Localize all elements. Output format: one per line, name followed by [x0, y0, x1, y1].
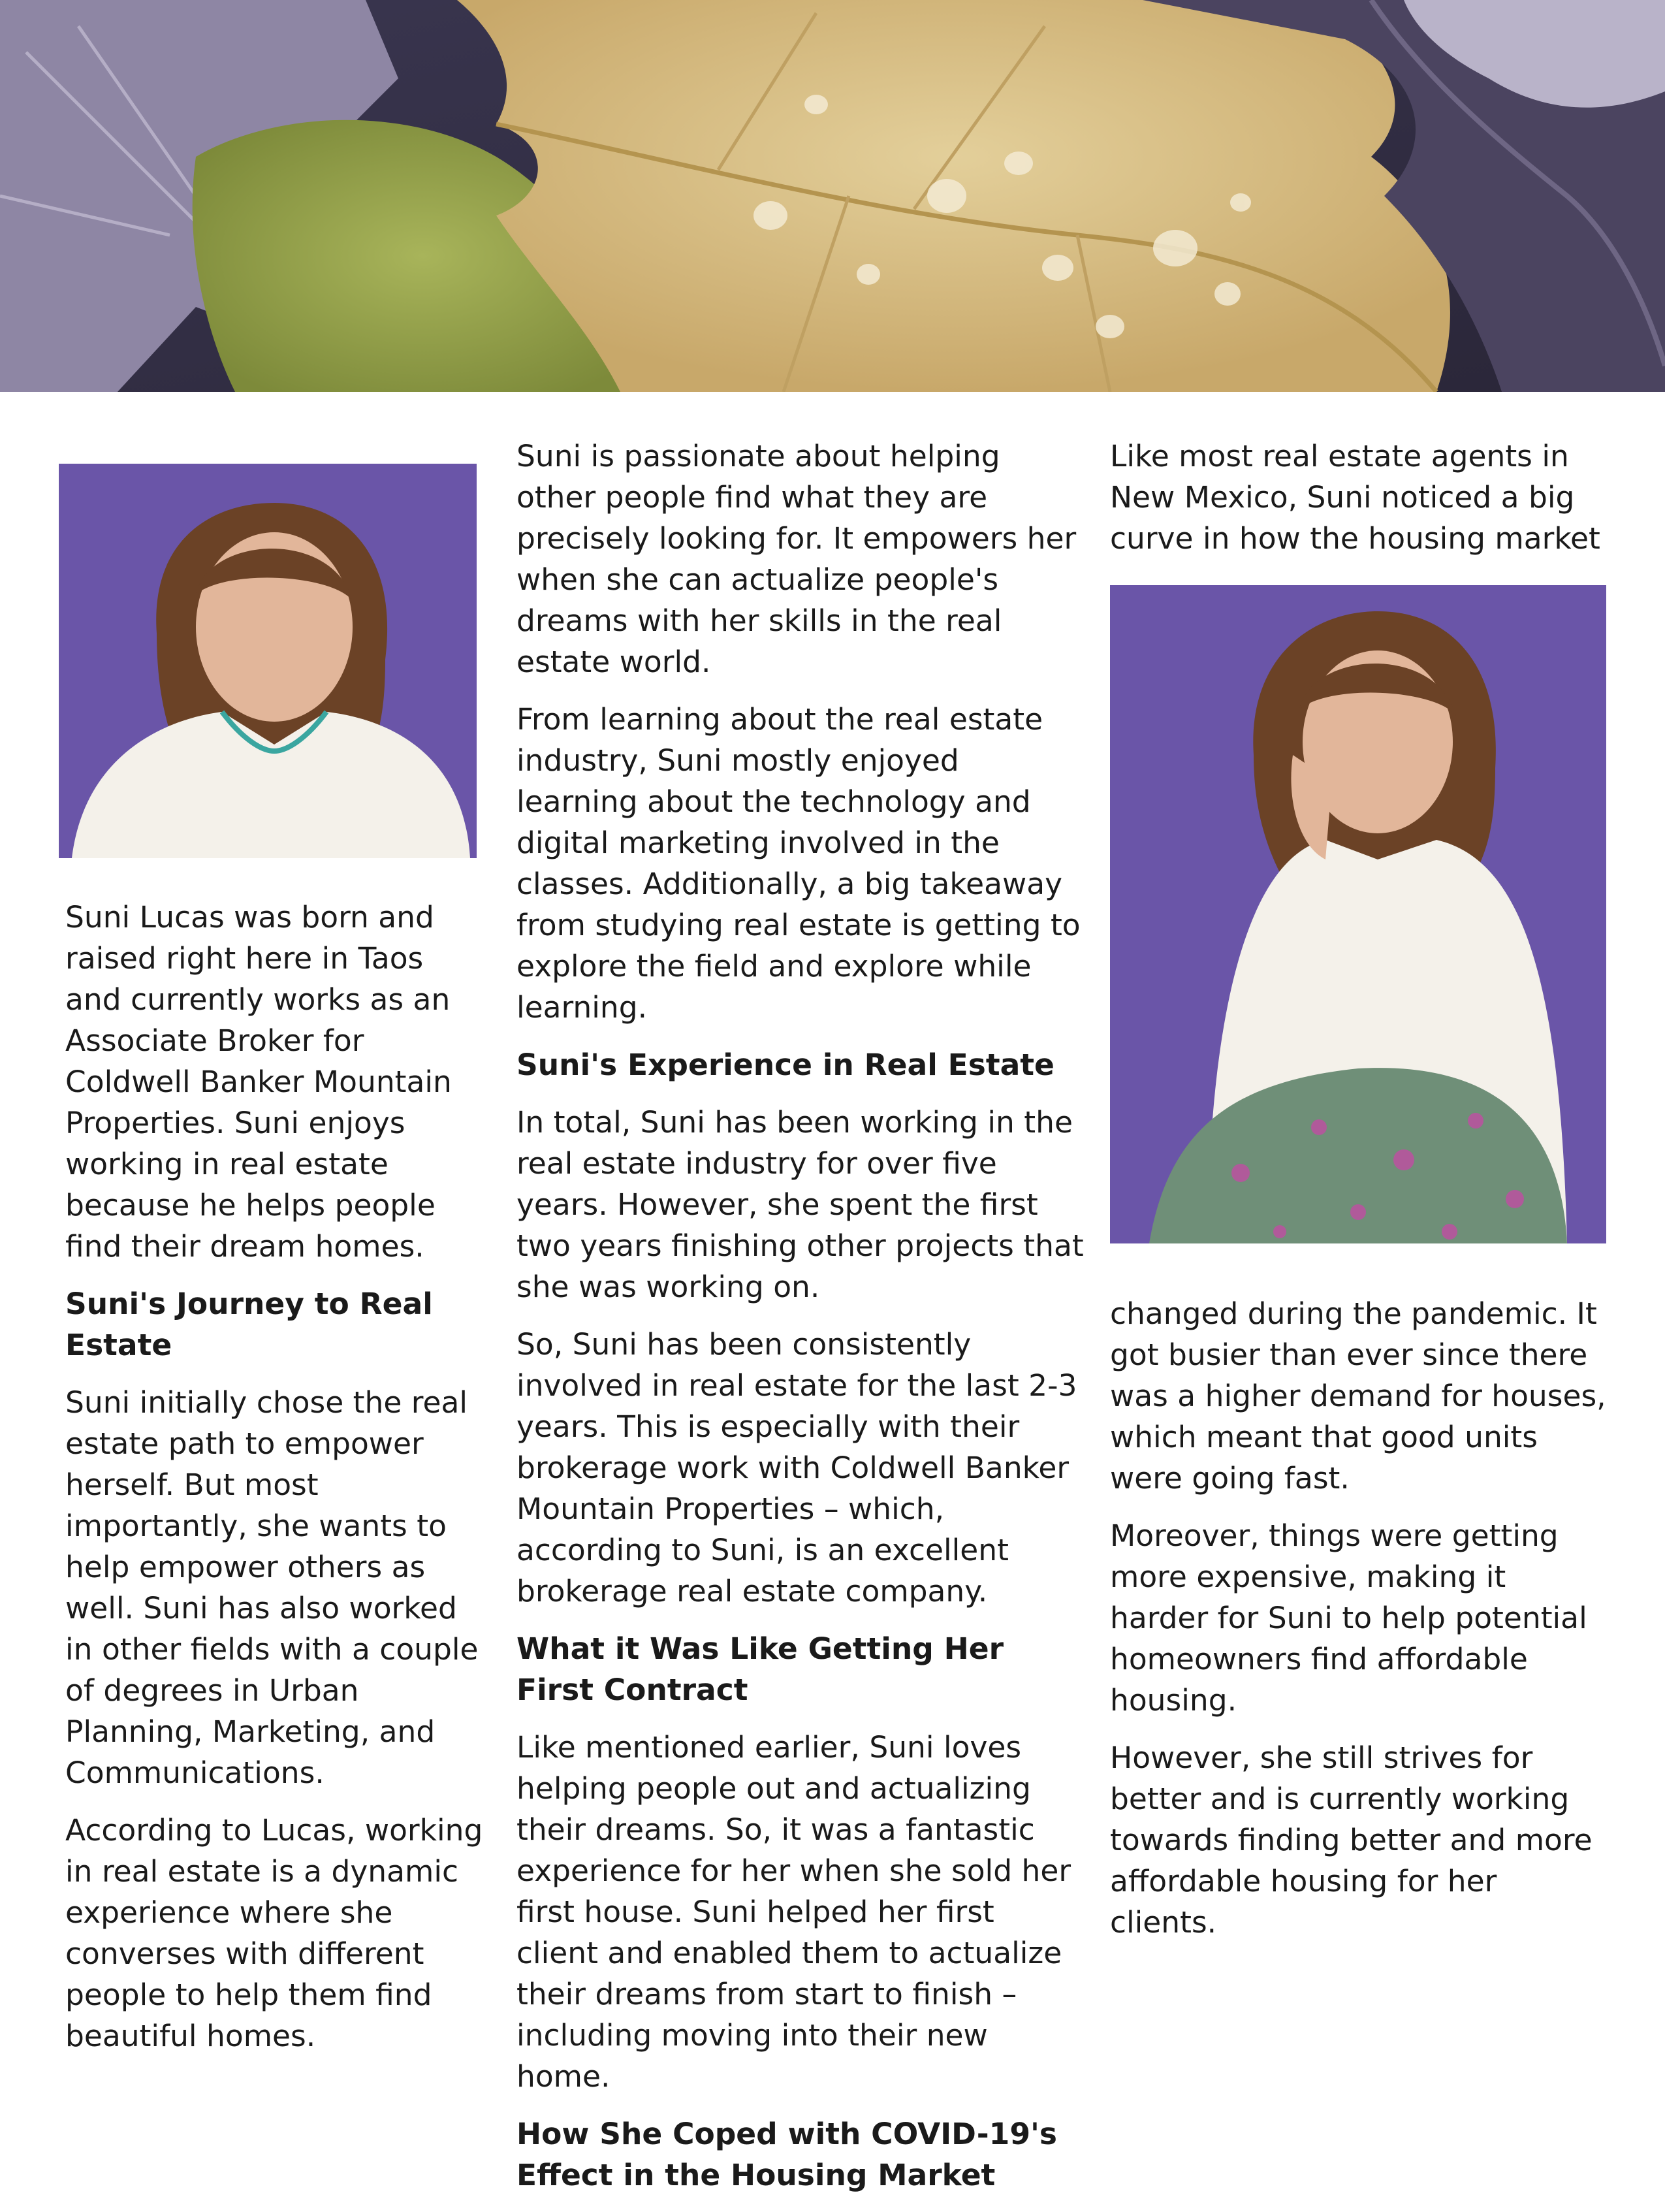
heading-experience: Suni's Experience in Real Estate [516, 1048, 1054, 1082]
article-column-3-top [1110, 436, 1606, 575]
paragraph-pandemic: changed during the pandemic. It got busier than ever since there was a higher demand for houses, which meant that good units were going fast. [1110, 1296, 1606, 1496]
paragraph-first-house: Like mentioned earlier, Suni loves helping people out and actualizing their dreams. So, it was a fantastic experience for her when she sold her first house. Suni helped her first client and enabled them to actualize their dreams from start to finish – including moving into their new home. [516, 1730, 1071, 2094]
header-banner-image [0, 0, 1665, 392]
paragraph-market-curve: Like most real estate agents in New Mexico, Suni noticed a big curve in how the housing market [1110, 439, 1600, 556]
article-column-2 [516, 436, 1085, 2212]
article-column-3-bottom [1110, 1293, 1606, 1959]
heading-journey: Suni's Journey to Real Estate [65, 1287, 433, 1362]
paragraph-learning: From learning about the real estate industry, Suni mostly enjoyed learning about the technology and digital marketing involved in the classes. Additionally, a big takeaway from studying real estate is getting to explore the field and explore while learning. [516, 702, 1081, 1025]
article-column-1 [65, 897, 483, 2073]
paragraph-total-years: In total, Suni has been working in the real estate industry for over five years. However, she spent the first two years finishing other projects that she was working on. [516, 1105, 1084, 1304]
paragraph-passion: Suni is passionate about helping other people find what they are precisely looking for. It empowers her when she can actualize people's dreams with her skills in the real estate world. [516, 439, 1077, 679]
paragraph-dynamic-experience: According to Lucas, working in real estate is a dynamic experience where she converses with different people to help them find beautiful homes. [65, 1813, 483, 2053]
paragraph-journey: Suni initially chose the real estate path to empower herself. But most importantly, she wants to help empower others as well. Suni has also worked in other fields with a couple of degrees in Urban Planning, Marketing, and Communications. [65, 1385, 479, 1790]
paragraph-strives: However, she still strives for better and is currently working towards finding better and more affordable housing for her clients. [1110, 1740, 1593, 1940]
portrait-photo-right [1110, 585, 1606, 1243]
heading-first-contract: What it Was Like Getting Her First Contract [516, 1631, 1004, 1707]
heading-covid: How She Coped with COVID-19's Effect in the Housing Market [516, 2117, 1057, 2192]
portrait-photo-left [59, 464, 477, 858]
paragraph-expensive: Moreover, things were getting more expensive, making it harder for Suni to help potential homeowners find affordable housing. [1110, 1518, 1587, 1718]
paragraph-intro: Suni Lucas was born and raised right here in Taos and currently works as an Associate Broker for Coldwell Banker Mountain Properties. Suni enjoys working in real estate because he helps people find their dream homes. [65, 900, 452, 1264]
paragraph-brokerage: So, Suni has been consistently involved in real estate for the last 2-3 years. This is especially with their brokerage work with Coldwell Banker Mountain Properties – which, according to Suni, is an excellent brokerage real estate company. [516, 1327, 1077, 1609]
